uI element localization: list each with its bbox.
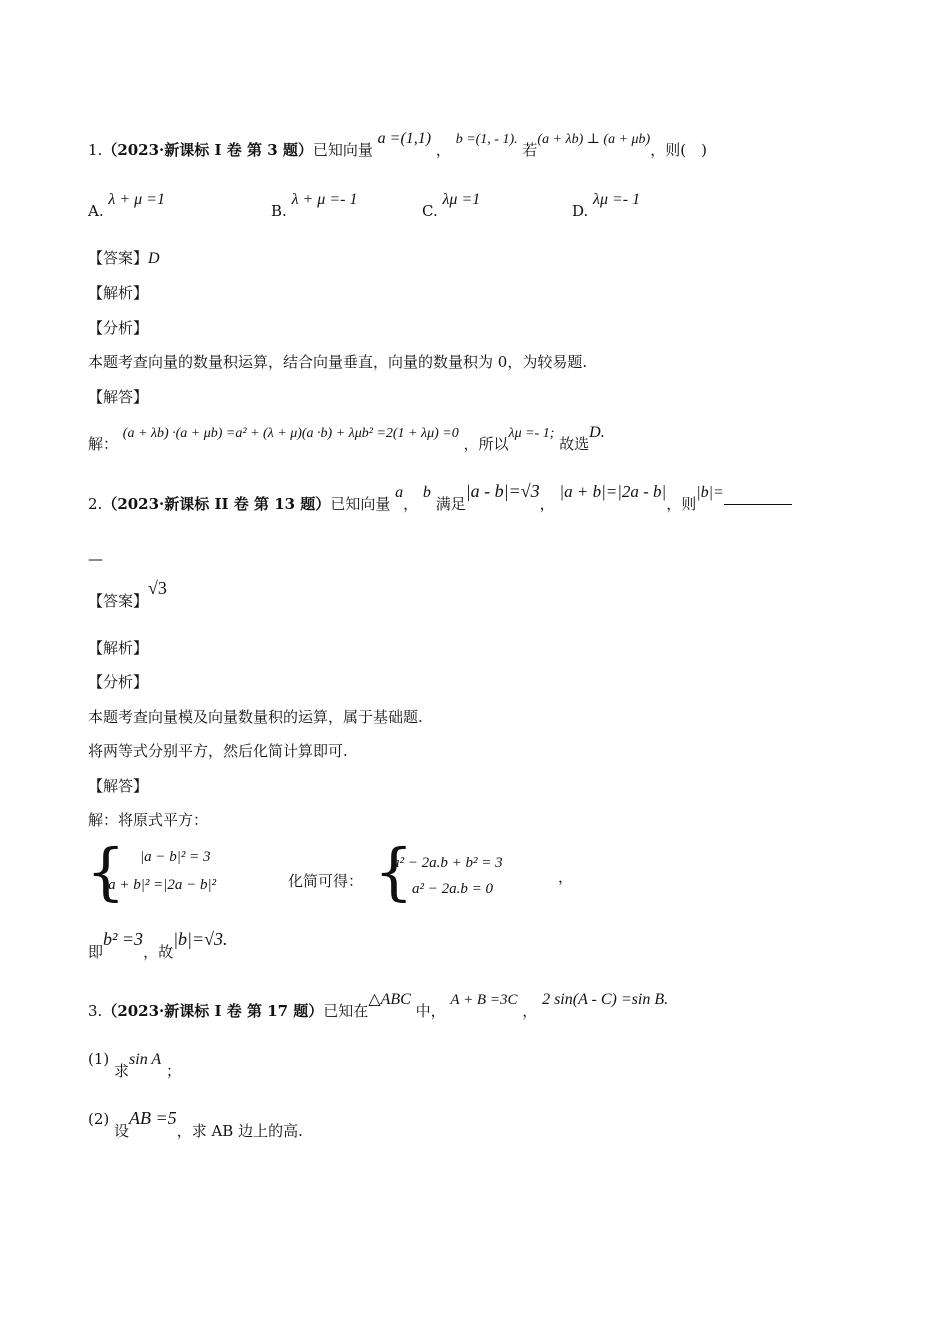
left-brace-2: { bbox=[374, 835, 414, 908]
q3-part-1 bbox=[88, 1050, 181, 1082]
q3-number: 3. bbox=[88, 1002, 103, 1020]
part-label: (1) bbox=[88, 1050, 110, 1068]
solution-text: ，所以 bbox=[463, 435, 509, 453]
option-expr: λ + μ =1 bbox=[108, 191, 165, 208]
q1-text-if: 若 bbox=[522, 141, 538, 159]
answer-tag: 【答案】 bbox=[88, 249, 149, 267]
q2-text-satisfy: 满足 bbox=[435, 495, 466, 513]
final-result: |b|=√3. bbox=[173, 929, 228, 949]
final-expression: b² =3 bbox=[103, 929, 144, 949]
option-expr: λ + μ =- 1 bbox=[291, 191, 358, 208]
q2-jiexi: 【解析】 bbox=[88, 639, 149, 657]
q2-stem bbox=[88, 481, 792, 515]
q2-answer bbox=[88, 578, 167, 611]
option-label: C. bbox=[422, 202, 438, 220]
q3-stem bbox=[88, 991, 669, 1022]
q2-source: （2023·新课标 II 卷 第 13 题） bbox=[102, 495, 331, 513]
q1-solution bbox=[88, 424, 605, 456]
q1-vector-b: b =(1, - 1). bbox=[455, 132, 518, 147]
q1-fenxi: 【分析】 bbox=[88, 319, 149, 337]
q2-ask: |b|= bbox=[696, 484, 724, 501]
q2-system2-line2: a² − 2a.b = 0 bbox=[412, 881, 493, 897]
q2-final bbox=[88, 929, 228, 962]
solution-choice: D. bbox=[589, 424, 605, 441]
answer-value: √3 bbox=[148, 578, 167, 598]
q2-text: 已知向量 bbox=[330, 495, 391, 513]
q3-text-in: 中， bbox=[415, 1002, 446, 1020]
q2-blank-cont: — bbox=[88, 550, 103, 568]
q2-system-comma: ， bbox=[558, 868, 574, 886]
q2-system1-line2: |a + b|² =|2a − b|² bbox=[104, 877, 217, 893]
q1-jiexi: 【解析】 bbox=[88, 284, 149, 302]
q2-simplify: 化简可得： bbox=[288, 872, 364, 890]
q2-analysis-1: 本题考查向量模及向量数量积的运算，属于基础题. bbox=[88, 708, 423, 726]
final-prefix: 即 bbox=[88, 943, 104, 961]
q3-part-2 bbox=[88, 1108, 303, 1141]
q1-option-a bbox=[88, 191, 165, 221]
part-prefix: 求 bbox=[114, 1062, 130, 1080]
solution-prefix: 解： bbox=[88, 435, 119, 453]
part-expression: AB =5 bbox=[129, 1108, 177, 1128]
answer-value: D bbox=[148, 250, 160, 267]
part-prefix: 设 bbox=[114, 1122, 130, 1140]
q1-source: （2023·新课标 I 卷 第 3 题） bbox=[102, 141, 313, 159]
q1-answer bbox=[88, 248, 160, 269]
q2-text-then: ，则 bbox=[666, 495, 697, 513]
part-expression: sin A bbox=[129, 1051, 162, 1068]
q1-option-d bbox=[572, 191, 641, 221]
option-label: A. bbox=[88, 202, 104, 220]
part-end: ； bbox=[165, 1062, 181, 1080]
q2-system1-line1: |a − b|² = 3 bbox=[140, 849, 211, 865]
q2-jieda: 【解答】 bbox=[88, 777, 149, 795]
q3-comma: ， bbox=[522, 1002, 538, 1020]
q2-vector-a: a bbox=[395, 484, 404, 501]
q2-comma: ， bbox=[403, 495, 419, 513]
q1-option-c bbox=[422, 191, 481, 221]
option-label: D. bbox=[572, 202, 589, 220]
q2-fenxi: 【分析】 bbox=[88, 673, 149, 691]
solution-expression: (a + λb) ·(a + μb) =a² + (λ + μ)(a ·b) + λμb² =2(1 + λμ) =0 bbox=[122, 426, 459, 441]
q3-condition-1: A + B =3C bbox=[450, 992, 518, 1008]
option-expr: λμ =- 1 bbox=[593, 191, 641, 208]
q2-blank bbox=[724, 504, 792, 505]
q3-source: （2023·新课标 I 卷 第 17 题） bbox=[102, 1002, 324, 1020]
q2-solution-1: 解：将原式平方： bbox=[88, 811, 209, 829]
q1-option-b bbox=[271, 191, 358, 221]
q3-text: 已知在 bbox=[323, 1002, 369, 1020]
q2-vector-b: b bbox=[422, 484, 431, 501]
q2-condition-2: |a + b|=|2a - b| bbox=[559, 482, 667, 501]
option-label: B. bbox=[271, 202, 287, 220]
answer-tag: 【答案】 bbox=[88, 592, 149, 610]
q1-analysis: 本题考查向量的数量积运算，结合向量垂直，向量的数量积为 0，为较易题. bbox=[88, 353, 588, 371]
part-end: ，求 AB 边上的高. bbox=[176, 1122, 303, 1140]
q2-analysis-2: 将两等式分别平方，然后化简计算即可. bbox=[88, 742, 348, 760]
option-expr: λμ =1 bbox=[442, 191, 481, 208]
solution-text-choose: 故选 bbox=[559, 435, 590, 453]
left-brace-1: { bbox=[86, 835, 126, 908]
q3-triangle: △ABC bbox=[368, 991, 411, 1008]
q2-system2-line1: a² − 2a.b + b² = 3 bbox=[392, 855, 503, 871]
q1-condition: (a + λb) ⊥ (a + μb) bbox=[537, 132, 651, 147]
q3-condition-2: 2 sin(A - C) =sin B. bbox=[542, 991, 669, 1008]
q1-comma: ， bbox=[435, 141, 451, 159]
q1-vector-a: a =(1,1) bbox=[377, 130, 432, 147]
solution-result: λμ =- 1; bbox=[508, 426, 555, 441]
q2-comma: ， bbox=[539, 495, 555, 513]
q1-text: 已知向量 bbox=[312, 141, 373, 159]
q1-text-then: ，则( ) bbox=[650, 141, 707, 159]
final-text: ，故 bbox=[143, 943, 174, 961]
q1-number: 1. bbox=[88, 141, 103, 159]
q2-condition-1: |a - b|=√3 bbox=[465, 481, 540, 501]
part-label: (2) bbox=[88, 1110, 110, 1128]
q1-jieda: 【解答】 bbox=[88, 388, 149, 406]
q2-number: 2. bbox=[88, 495, 103, 513]
q1-stem bbox=[88, 130, 707, 162]
